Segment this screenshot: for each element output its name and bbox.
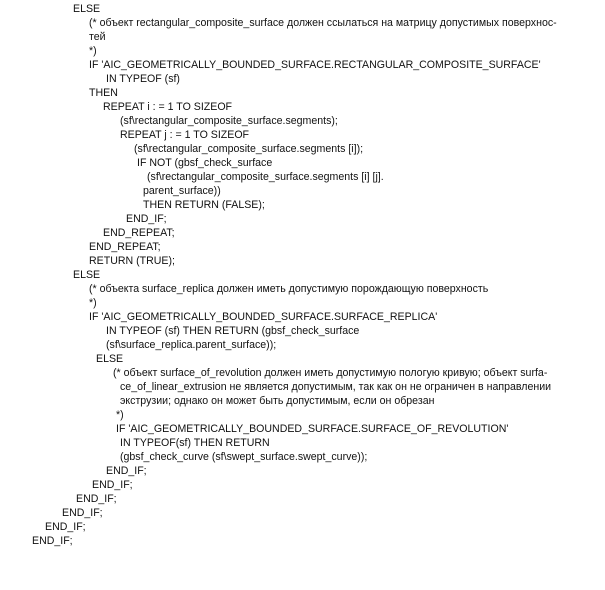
- code-line: END_REPEAT;: [103, 227, 175, 239]
- code-line: *): [89, 45, 97, 57]
- code-line: ce_of_linear_extrusion не является допустимым, так как он не ограничен в направлении: [120, 381, 552, 393]
- code-line: тей: [89, 31, 106, 43]
- code-line: END_IF;: [76, 493, 117, 505]
- code-line: END_IF;: [92, 479, 133, 491]
- code-line: ELSE: [73, 3, 101, 15]
- code-line: END_IF;: [45, 521, 86, 533]
- code-line: IF 'AIC_GEOMETRICALLY_BOUNDED_SURFACE.SURFACE_OF_REVOLUTION': [116, 423, 509, 435]
- code-line: (sf\rectangular_composite_surface.segments);: [120, 115, 338, 127]
- code-line: IN TYPEOF (sf): [106, 73, 180, 85]
- code-line: END_REPEAT;: [89, 241, 161, 253]
- code-line: *): [116, 409, 124, 421]
- code-line: IF 'AIC_GEOMETRICALLY_BOUNDED_SURFACE.SURFACE_REPLICA': [89, 311, 438, 323]
- code-line: (* объект rectangular_composite_surface должен ссылаться на матрицу допустимых поверхнос-: [89, 17, 557, 29]
- code-line: END_IF;: [126, 213, 167, 225]
- code-line: ELSE: [96, 353, 124, 365]
- code-line: (gbsf_check_curve (sf\swept_surface.swept_curve));: [120, 451, 368, 463]
- code-line: (sf\surface_replica.parent_surface));: [106, 339, 277, 351]
- code-line: REPEAT i : = 1 TO SIZEOF: [103, 101, 233, 113]
- code-line: (* объект surface_of_revolution должен иметь допустимую пологую кривую; объект surfa-: [113, 367, 548, 379]
- code-line: THEN: [89, 87, 118, 99]
- code-line: IN TYPEOF(sf) THEN RETURN: [120, 437, 270, 449]
- code-line: IF NOT (gbsf_check_surface: [137, 157, 273, 169]
- code-line: REPEAT j : = 1 TO SIZEOF: [120, 129, 250, 141]
- code-line: END_IF;: [106, 465, 147, 477]
- code-line: END_IF;: [32, 535, 73, 547]
- code-line: (* объекта surface_replica должен иметь допустимую порождающую поверхность: [89, 283, 489, 295]
- code-line: ELSE: [73, 269, 101, 281]
- code-line: END_IF;: [62, 507, 103, 519]
- code-line: THEN RETURN (FALSE);: [143, 199, 265, 211]
- code-line: IN TYPEOF (sf) THEN RETURN (gbsf_check_surface: [106, 325, 360, 337]
- code-line: (sf\rectangular_composite_surface.segments [i]);: [134, 143, 364, 155]
- code-line: экструзии; однако он может быть допустимым, если он обрезан: [120, 395, 435, 407]
- code-line: *): [89, 297, 97, 309]
- code-line: (sf\rectangular_composite_surface.segments [i] [j].: [147, 171, 384, 183]
- code-line: parent_surface)): [143, 185, 221, 197]
- code-line: IF 'AIC_GEOMETRICALLY_BOUNDED_SURFACE.RECTANGULAR_COMPOSITE_SURFACE': [89, 59, 541, 71]
- code-line: RETURN (TRUE);: [89, 255, 175, 267]
